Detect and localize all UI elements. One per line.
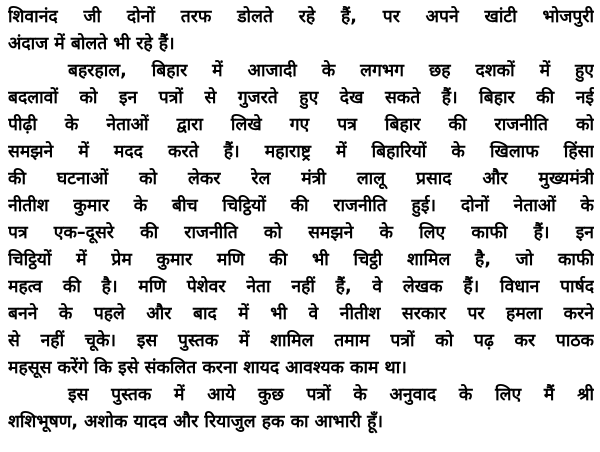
paragraph-thanks [8,382,594,436]
text-line: चिट्ठियों में प्रेम कुमार मणि की भी चिट्ठी शामिल है, जो काफी [8,250,594,270]
text-line: शशिभूषण, अशोक यादव और रियाजुल हक का आभारी हूँ। [8,412,384,432]
text-line: इस पुस्तक में आये कुछ पत्रों के अनुवाद के लिए मैं श्री [68,385,594,405]
text-line: पत्र एक–दूसरे की राजनीति को समझने के लिए काफी हैं। इन [8,223,594,243]
text-line: पीढ़ी के नेताओं द्वारा लिखे गए पत्र बिहार की राजनीति को [8,115,594,135]
text-line: शिवानंद जी दोनों तरफ डोलते रहे हैं, पर अपने खांटी भोजपुरी [8,7,594,27]
text-line: बदलावों को इन पत्रों से गुजरते हुए देख सकते हैं। बिहार की नई [8,88,594,108]
body-text [8,4,594,436]
text-line: से नहीं चूके। इस पुस्तक में शामिल तमाम पत्रों को पढ़ कर पाठक [8,331,594,351]
paragraph-letters [8,58,594,382]
text-line: बहरहाल, बिहार में आजादी के लगभग छह दशकों में हुए [68,61,594,81]
text-line: अंदाज में बोलते भी रहे हैं। [8,34,175,54]
text-line: की घटनाओं को लेकर रेल मंत्री लालू प्रसाद और मुख्यमंत्री [8,169,594,189]
text-line: नीतीश कुमार के बीच चिट्ठियों की राजनीति हुई। दोनों नेताओं के [8,196,594,216]
text-line: समझने में मदद करते हैं। महाराष्ट्र में बिहारियों के खिलाफ हिंसा [8,142,594,162]
text-line: महसूस करेंगे कि इसे संकलित करना शायद आवश्यक काम था। [8,358,407,378]
paragraph-continuation [8,4,594,58]
text-line: महत्व की है। मणि पेशेवर नेता नहीं हैं, वे लेखक हैं। विधान पार्षद [8,277,594,297]
text-line: बनने के पहले और बाद में भी वे नीतीश सरकार पर हमला करने [8,304,594,324]
